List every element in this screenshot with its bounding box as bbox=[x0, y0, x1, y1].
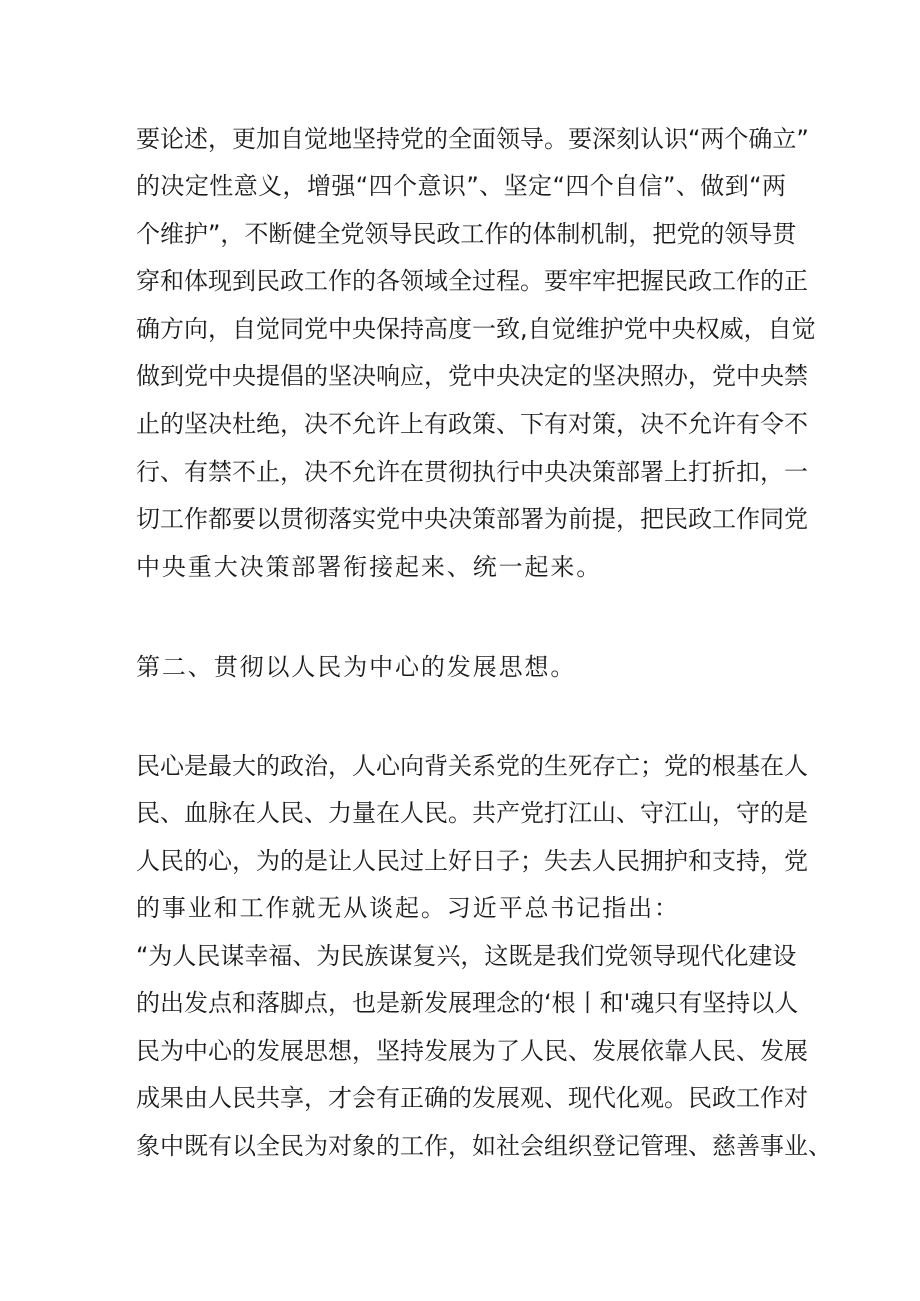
text-line: 民心是最大的政治，人心向背关系党的生死存亡；党的根基在人 bbox=[136, 752, 808, 780]
text-line: 的决定性意义，增强“四个意识”、坚定“四个自信”、做到“两 bbox=[136, 172, 786, 200]
text-line: 要论述，更加自觉地坚持党的全面领导。要深刻认识“两个确立” bbox=[136, 125, 809, 153]
text-line: 成果由人民共享，才会有正确的发展观、现代化观。民政工作对 bbox=[136, 1084, 808, 1112]
text-line: 做到党中央提倡的坚决响应，党中央决定的坚决照办，党中央禁 bbox=[136, 362, 808, 390]
text-line: 穿和体现到民政工作的各领域全过程。要牢牢把握民政工作的正 bbox=[136, 267, 808, 295]
section-heading: 第二、贯彻以人民为中心的发展思想。 bbox=[136, 653, 577, 681]
text-line: 的出发点和落脚点，也是新发展理念的‘根丨和'魂只有坚持以人 bbox=[136, 989, 799, 1017]
text-line: 民为中心的发展思想，坚持发展为了人民、发展依靠人民、发展 bbox=[136, 1037, 808, 1065]
text-line: “为人民谋幸福、为民族谋复兴，这既是我们党领导现代化建设 bbox=[136, 942, 797, 970]
text-line: 象中既有以全民为对象的工作，如社会组织登记管理、慈善事业、 bbox=[136, 1132, 832, 1160]
text-line: 止的坚决杜绝，决不允许上有政策、下有对策，决不允许有令不 bbox=[136, 410, 808, 438]
text-line: 中央重大决策部署衔接起来、统一起来。 bbox=[136, 553, 603, 581]
text-line: 确方向，自觉同党中央保持高度一致,自觉维护党中央权威，自觉 bbox=[136, 315, 816, 343]
text-line: 民、血脉在人民、力量在人民。共产党打江山、守江山，守的是 bbox=[136, 799, 808, 827]
text-line: 行、有禁不止，决不允许在贯彻执行中央决策部署上打折扣，一 bbox=[136, 458, 808, 486]
text-line: 人民的心，为的是让人民过上好日子；失去人民拥护和支持，党 bbox=[136, 847, 808, 875]
text-line: 切工作都要以贯彻落实党中央决策部署为前提，把民政工作同党 bbox=[136, 505, 808, 533]
text-line: 的事业和工作就无从谈起。习近平总书记指出： bbox=[136, 894, 680, 922]
text-line: 个维护”，不断健全党领导民政工作的体制机制，把党的领导贯 bbox=[136, 220, 797, 248]
